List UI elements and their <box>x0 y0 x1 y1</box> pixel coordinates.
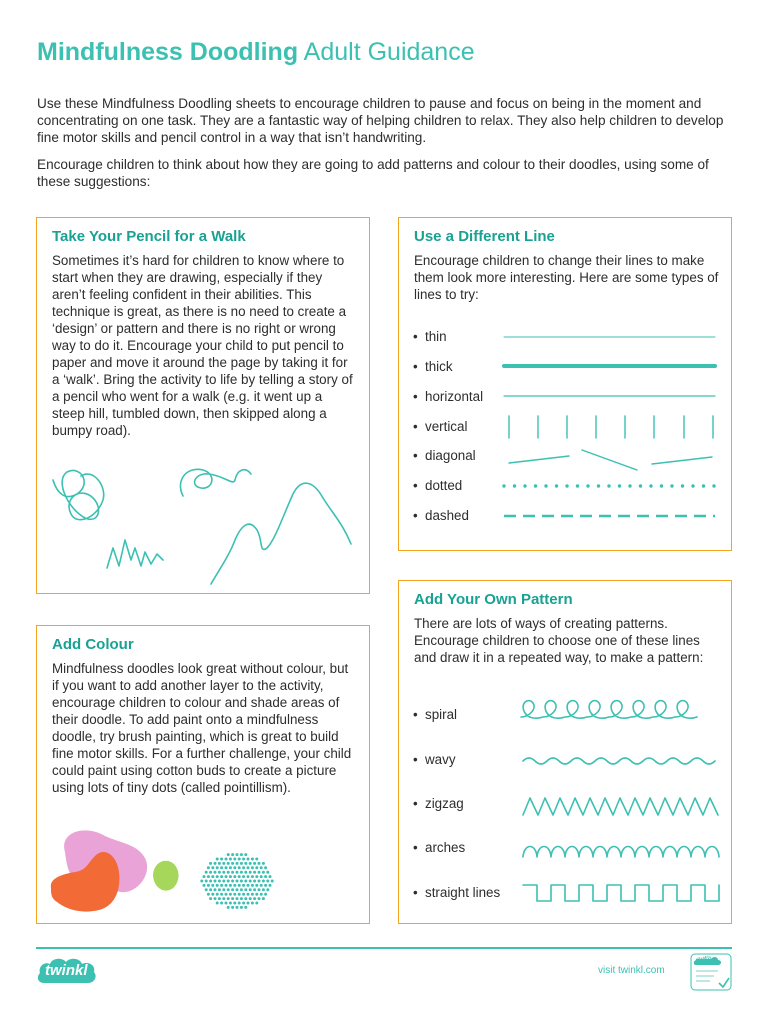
line-item-dotted: • dotted <box>413 478 463 493</box>
diagonal-line-sample <box>509 450 712 470</box>
paint-dot <box>236 897 239 900</box>
paint-dot <box>225 884 228 887</box>
paint-dot <box>249 888 252 891</box>
paint-dot <box>247 866 250 869</box>
hill-doodle <box>211 483 351 584</box>
paint-dot <box>264 875 267 878</box>
paint-dot <box>214 880 217 883</box>
paint-dot <box>236 880 239 883</box>
paint-dot <box>220 902 223 905</box>
paint-dot <box>229 884 232 887</box>
paint-dot <box>255 875 258 878</box>
wavy-pattern-sample <box>523 758 715 764</box>
paint-dot <box>251 875 254 878</box>
paint-dot <box>227 862 230 865</box>
paint-dot <box>203 884 206 887</box>
paint-dot <box>269 875 272 878</box>
paint-dot <box>218 888 221 891</box>
paint-dot <box>266 871 269 874</box>
line-samples <box>399 218 733 552</box>
paint-dot <box>205 880 208 883</box>
paint-dot <box>240 853 243 856</box>
paint-dot <box>231 880 234 883</box>
line-item-vertical: • vertical <box>413 419 468 434</box>
paint-dot <box>225 866 228 869</box>
pattern-item-straight-lines: • straight lines <box>413 885 501 900</box>
paint-dot <box>258 871 261 874</box>
paint-dot <box>233 893 236 896</box>
zigzag-doodle <box>107 540 163 568</box>
paint-dot <box>242 858 245 861</box>
paint-dot <box>244 897 247 900</box>
paint-dot <box>220 884 223 887</box>
paint-dot <box>225 875 228 878</box>
paint-dot <box>240 906 243 909</box>
paint-dot <box>260 884 263 887</box>
paint-dot <box>249 862 252 865</box>
paint-dot <box>238 858 241 861</box>
paint-dot <box>207 893 210 896</box>
paint-dot <box>251 866 254 869</box>
paint-dot <box>244 906 247 909</box>
paint-dot <box>253 862 256 865</box>
add-pattern-heading: Add Your Own Pattern <box>414 591 573 608</box>
paint-dot <box>247 884 250 887</box>
paint-dot <box>211 866 214 869</box>
paint-dot <box>238 884 241 887</box>
paint-dot <box>233 875 236 878</box>
different-line-text: Encourage children to change their lines to make them look more interesting. Here are some types of lines to try: <box>414 253 719 302</box>
paint-dot <box>244 871 247 874</box>
quality-badge-text: twinkl <box>695 955 713 961</box>
paint-dot <box>238 902 241 905</box>
paint-dot <box>249 897 252 900</box>
paint-dot <box>247 893 250 896</box>
paint-dot <box>229 858 232 861</box>
paint-dot <box>266 880 269 883</box>
paint-dot <box>200 880 203 883</box>
paint-dot <box>266 888 269 891</box>
paint-dot <box>227 880 230 883</box>
paint-dot <box>229 866 232 869</box>
paint-dot <box>242 893 245 896</box>
paint-dot <box>233 884 236 887</box>
paint-dot <box>207 866 210 869</box>
paint-dot <box>240 897 243 900</box>
pencil-walk-doodles <box>37 218 371 595</box>
paint-dot <box>255 884 258 887</box>
paint-dot <box>262 888 265 891</box>
paint-dot <box>271 880 274 883</box>
paint-dot <box>236 888 239 891</box>
green-blob <box>153 861 178 891</box>
paint-dot <box>209 862 212 865</box>
paint-dot <box>238 893 241 896</box>
paint-dot <box>249 871 252 874</box>
paint-dot <box>225 893 228 896</box>
paint-dot <box>231 862 234 865</box>
paint-dot <box>233 866 236 869</box>
paint-dot <box>209 897 212 900</box>
paint-dot <box>249 880 252 883</box>
arches-pattern-sample <box>523 847 719 858</box>
pattern-item-arches: • arches <box>413 840 466 855</box>
paint-dot <box>207 875 210 878</box>
paint-dot <box>260 866 263 869</box>
paint-dot <box>247 902 250 905</box>
paint-dot <box>231 871 234 874</box>
add-pattern-text: There are lots of ways of creating patterns. Encourage children to choose one of these lines and draw it in a repeated way, to make a pattern: <box>414 616 704 665</box>
paint-dot <box>238 875 241 878</box>
paint-dot <box>227 897 230 900</box>
paint-dot <box>216 884 219 887</box>
paint-dot <box>258 880 261 883</box>
paint-dot <box>225 858 228 861</box>
paint-dot <box>247 875 250 878</box>
visit-link[interactable]: visit twinkl.com <box>598 965 665 976</box>
paint-dot <box>231 853 234 856</box>
paint-dot <box>255 893 258 896</box>
paint-dot <box>216 858 219 861</box>
paint-dot <box>216 893 219 896</box>
paint-dot <box>214 871 217 874</box>
paint-dot <box>253 880 256 883</box>
different-line-box <box>398 217 732 551</box>
add-colour-text: Mindfulness doodles look great without colour, but if you want to add another layer to the activity, encourage children to colour and shade areas of their doodle. To add paint onto a mindfulness doodle, try brush painting, which is great to build fine motor skills. For a further challenge, your child could paint using cotton buds to create a picture using lots of tiny dots (called pointillism). <box>52 661 352 795</box>
paint-dot <box>216 902 219 905</box>
paint-dot <box>231 888 234 891</box>
paint-dot <box>218 897 221 900</box>
twinkl-logo-text: twinkl <box>45 962 88 979</box>
paint-dot <box>216 875 219 878</box>
paint-dot <box>222 871 225 874</box>
paint-dot <box>211 875 214 878</box>
paint-dot <box>231 897 234 900</box>
paint-dot <box>255 858 258 861</box>
paint-dot <box>253 897 256 900</box>
paint-dot <box>244 862 247 865</box>
line-item-horizontal: • horizontal <box>413 389 484 404</box>
paint-dot <box>207 884 210 887</box>
paint-dot <box>227 871 230 874</box>
paint-dot <box>218 871 221 874</box>
pattern-item-spiral: • spiral <box>413 707 457 722</box>
loop-doodle <box>53 470 104 519</box>
paint-dot <box>225 902 228 905</box>
paint-dot <box>229 875 232 878</box>
colour-examples <box>37 626 371 925</box>
line-item-dashed: • dashed <box>413 508 469 523</box>
paint-dot <box>260 875 263 878</box>
paint-dot <box>218 880 221 883</box>
paint-dot <box>229 893 232 896</box>
straight-lines-pattern-sample <box>523 885 719 901</box>
intro-paragraph-2: Encourage children to think about how they are going to add patterns and colour to their doodles, using some of these suggestions: <box>37 157 709 189</box>
paint-dot <box>220 858 223 861</box>
paint-dot <box>262 871 265 874</box>
paint-dot <box>205 888 208 891</box>
paint-dot <box>251 884 254 887</box>
paint-dot <box>264 893 267 896</box>
paint-dot <box>240 880 243 883</box>
paint-dot <box>227 906 230 909</box>
paint-dot <box>253 871 256 874</box>
paint-dot <box>253 888 256 891</box>
paint-dot <box>260 893 263 896</box>
paint-dot <box>255 902 258 905</box>
add-colour-heading: Add Colour <box>52 636 134 653</box>
paint-dot <box>258 888 261 891</box>
footer-divider <box>36 947 732 949</box>
paint-dot <box>242 884 245 887</box>
line-item-thick: • thick <box>413 359 453 374</box>
paint-dot <box>262 880 265 883</box>
paint-dot <box>251 902 254 905</box>
paint-dot <box>242 902 245 905</box>
paint-dot <box>203 875 206 878</box>
paint-dot <box>209 871 212 874</box>
pencil-walk-box <box>36 217 370 594</box>
paint-dot <box>229 902 232 905</box>
page-title <box>37 38 475 67</box>
paint-dot <box>218 862 221 865</box>
paint-dot <box>211 884 214 887</box>
paint-dot <box>251 858 254 861</box>
paint-dot <box>240 862 243 865</box>
different-line-heading: Use a Different Line <box>414 228 555 245</box>
paint-dot <box>236 906 239 909</box>
paint-dot <box>205 871 208 874</box>
paint-dot <box>222 897 225 900</box>
pencil-walk-text: Sometimes it’s hard for children to know where to start when they are drawing, especially if they aren’t feeling confident in their abilities. This technique is great, as there is no need to create a ‘design’ or pattern and there is no right or wrong way to do it. Encourage your child to put pencil to paper and move it around the page by taking it for a ‘walk’. Bring the activity to life by telling a story of a pencil who went for a walk (e.g. it went up a steep hill, tumbled down, then skipped along a bumpy road). <box>52 253 353 438</box>
add-pattern-box <box>398 580 732 924</box>
paint-dot <box>236 871 239 874</box>
pointillism-dots <box>200 853 273 909</box>
paint-dot <box>240 871 243 874</box>
paint-dot <box>220 866 223 869</box>
line-item-diagonal: • diagonal <box>413 448 476 463</box>
paint-dot <box>244 880 247 883</box>
intro-paragraph-1: Use these Mindfulness Doodling sheets to encourage children to pause and focus on being in the moment and concentrating on one task. They are a fantastic way of helping children to relax. They also help children to develop fine motor skills and pencil control in a way that isn’t handwriting. <box>37 96 724 145</box>
paint-dot <box>222 880 225 883</box>
paint-dot <box>236 862 239 865</box>
paint-dot <box>242 875 245 878</box>
paint-dot <box>264 884 267 887</box>
vertical-line-sample <box>509 416 713 438</box>
paint-dot <box>258 862 261 865</box>
zigzag-pattern-sample <box>523 798 718 815</box>
pattern-item-wavy: • wavy <box>413 752 456 767</box>
paint-dot <box>255 866 258 869</box>
paint-dot <box>251 893 254 896</box>
paint-dot <box>227 888 230 891</box>
paint-dot <box>211 893 214 896</box>
paint-dot <box>242 866 245 869</box>
paint-dot <box>238 866 241 869</box>
paint-dot <box>233 902 236 905</box>
paint-dot <box>247 858 250 861</box>
paint-dot <box>240 888 243 891</box>
paint-dot <box>220 893 223 896</box>
paint-dot <box>233 858 236 861</box>
title-bold: Mindfulness Doodling <box>37 38 299 66</box>
title-light: Adult Guidance <box>303 38 475 66</box>
paint-dot <box>214 897 217 900</box>
paint-dot <box>220 875 223 878</box>
paint-dot <box>244 888 247 891</box>
paint-dot <box>209 888 212 891</box>
pattern-samples <box>399 581 733 925</box>
curl-doodle <box>180 469 251 496</box>
paint-dot <box>231 906 234 909</box>
paint-dot <box>269 884 272 887</box>
paint-dot <box>258 897 261 900</box>
spiral-pattern-sample <box>521 701 697 719</box>
add-colour-box <box>36 625 370 924</box>
paint-dot <box>244 853 247 856</box>
paint-dot <box>262 897 265 900</box>
paint-dot <box>214 888 217 891</box>
paint-dot <box>222 888 225 891</box>
paint-dot <box>216 866 219 869</box>
paint-dot <box>222 862 225 865</box>
paint-dot <box>262 862 265 865</box>
line-item-thin: • thin <box>413 329 447 344</box>
paint-dot <box>264 866 267 869</box>
pencil-walk-heading: Take Your Pencil for a Walk <box>52 228 246 245</box>
paint-dot <box>236 853 239 856</box>
paint-dot <box>214 862 217 865</box>
paint-dot <box>209 880 212 883</box>
paint-dot <box>227 853 230 856</box>
pattern-item-zigzag: • zigzag <box>413 796 464 811</box>
